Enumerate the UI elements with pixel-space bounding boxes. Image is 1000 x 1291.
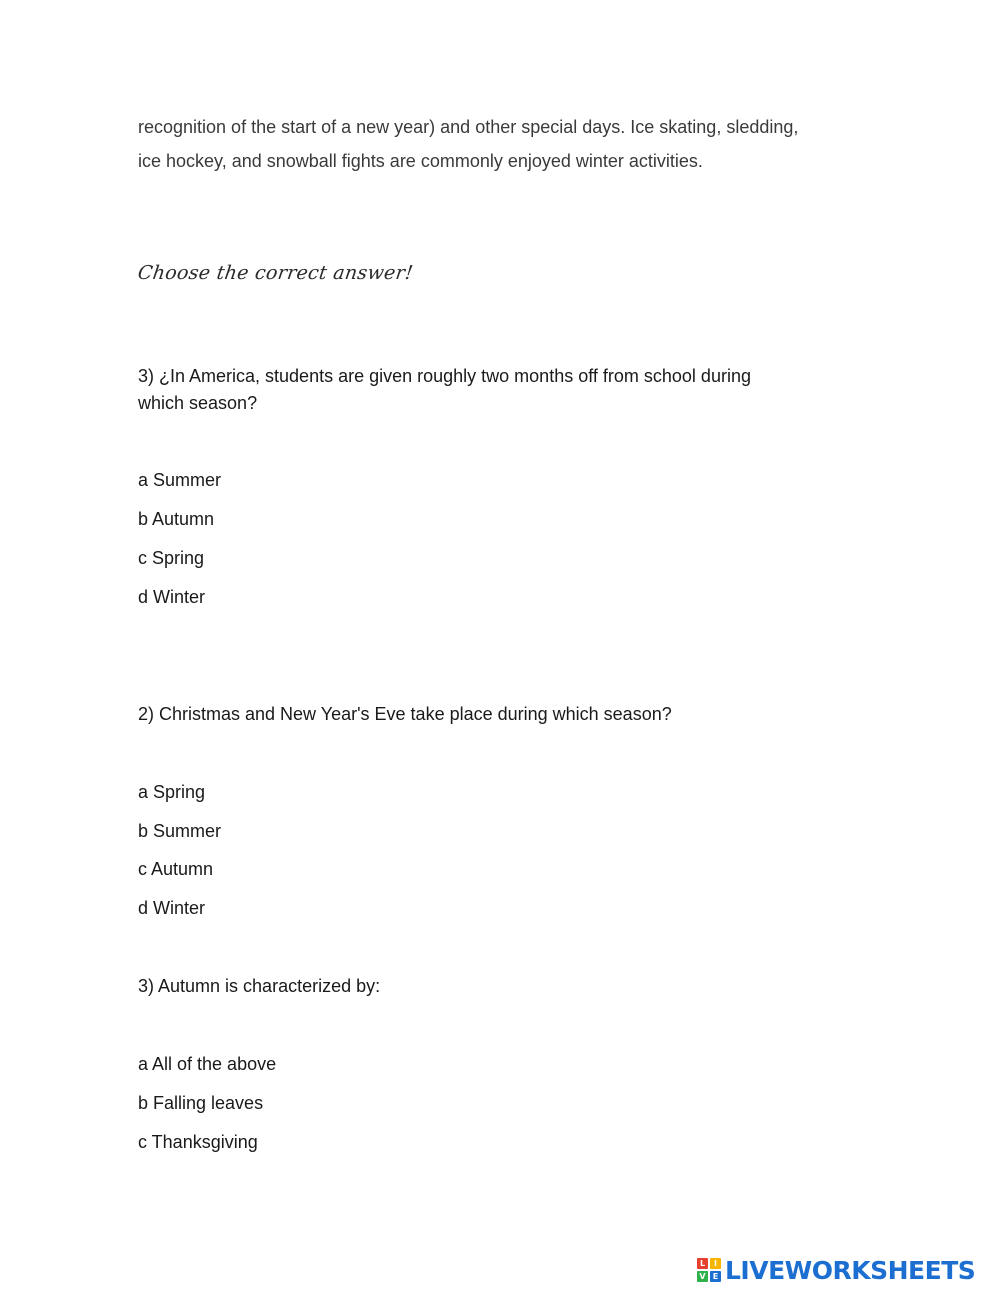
liveworksheets-logo [697,1255,975,1285]
question-1-line-1: 3) ¿In America, students are given roughly two months off from school during [138,366,751,386]
question-1-line-2: which season? [138,393,258,413]
logo-wordmark: LIVEWORKSHEETS [725,1255,976,1285]
logo-block-i: I [710,1258,721,1269]
question-3-text [138,973,380,1000]
intro-line-1: recognition of the start of a new year) and other special days. Ice skating, sledding, [138,117,799,137]
question-2-option-b[interactable]: b Summer [138,821,222,841]
question-2-option-c[interactable]: c Autumn [138,859,214,879]
question-3-option-c[interactable]: c Thanksgiving [138,1132,258,1152]
question-1-option-a[interactable]: a Summer [138,470,222,490]
question-2-text [138,701,672,728]
live-blocks-icon [697,1258,721,1282]
question-1-option-d[interactable]: d Winter [138,587,206,607]
question-2-line-1: 2) Christmas and New Year's Eve take place during which season? [138,704,672,724]
instruction-heading: Choose the correct answer! [136,262,415,284]
question-3-option-a[interactable]: a All of the above [138,1054,277,1074]
logo-block-e: E [710,1271,721,1282]
question-1-option-c[interactable]: c Spring [138,548,205,568]
logo-block-l: L [697,1258,708,1269]
logo-block-v: V [697,1271,708,1282]
question-1-option-b[interactable]: b Autumn [138,509,215,529]
question-1-text [138,363,751,417]
intro-paragraph [138,110,798,178]
question-3-line-1: 3) Autumn is characterized by: [138,976,381,996]
intro-line-2: ice hockey, and snowball fights are commonly enjoyed winter activities. [138,151,703,171]
question-3-option-b[interactable]: b Falling leaves [138,1093,264,1113]
question-2-option-a[interactable]: a Spring [138,782,206,802]
question-2-option-d[interactable]: d Winter [138,898,206,918]
